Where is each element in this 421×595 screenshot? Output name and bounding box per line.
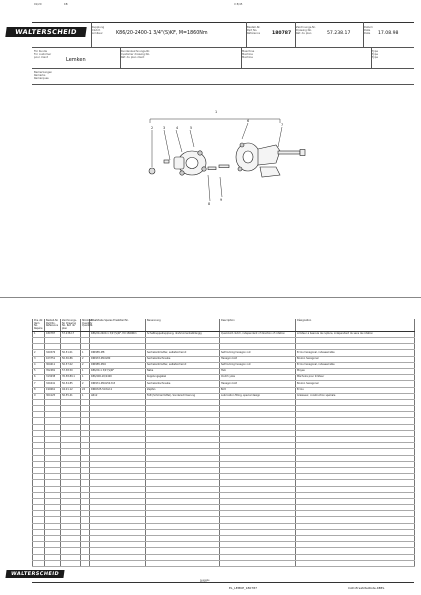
table-cell: 313638: [45, 375, 61, 381]
part-no-label-fr: Référence: [247, 32, 261, 35]
table-cell: 190661: [45, 387, 61, 393]
brand-logo: WALTERSCHEID: [5, 27, 86, 37]
table-cell: 50.51.01: [61, 350, 81, 356]
part-number: 180787: [272, 31, 292, 36]
header-divider: [120, 47, 121, 68]
remarks-label-de: Bemerkungen: [34, 71, 53, 74]
callout-3: 3: [163, 126, 166, 130]
col-header-drawing-no: Zeichnungs-Nr. Drawing No. Réf. du plan: [61, 319, 81, 331]
table-header-row: [33, 319, 415, 331]
table-cell: 324576: [45, 350, 61, 356]
table-cell: 8: [33, 387, 45, 393]
table-cell: Sechskantmutter, selbstsichernd: [146, 362, 220, 368]
table-cell: AR12: [90, 393, 146, 399]
part-no-label-de: Bestell-Nr.: [247, 26, 261, 29]
col-header-part-no: Bestell-Nr. Part No. Référence: [45, 319, 61, 331]
callout-5: 5: [190, 126, 193, 130]
callout-leader: [208, 175, 210, 201]
product-label-en: Clutch: [92, 29, 101, 32]
customer-drawing-label-de: Kundenzeichnungs-Nr.: [121, 50, 150, 53]
table-cell: 103751: [45, 356, 61, 362]
table-cell: 57.238.17: [61, 331, 81, 337]
customer-label-de: Für Kunde: [34, 50, 47, 53]
table-cell: 1: [81, 375, 90, 381]
type-label-fr: Type: [372, 56, 378, 59]
machine-label-en: Machine: [242, 53, 253, 56]
table-cell: DIN931-M16x50-8.8: [90, 381, 146, 387]
table-cell: DIN985-M8: [90, 350, 146, 356]
callout-9: 9: [220, 198, 223, 202]
header-mid-rule: [32, 47, 414, 48]
table-cell: 50.57.02: [61, 362, 81, 368]
callout-leader: [190, 130, 194, 147]
table-cell: 320441: [45, 381, 61, 387]
header-divider: [295, 22, 296, 47]
customer-labels: [34, 50, 51, 59]
remarks-labels: [34, 71, 52, 80]
table-cell: Ecrou hexagonal, indesserrable: [296, 350, 415, 356]
machine-label-de: Maschine: [242, 50, 255, 53]
table-cell: Kupplungsgabel: [146, 375, 220, 381]
table-cell: 35.58.89.1: [61, 375, 81, 381]
footer-file-id: EL_LEMKE_180787: [229, 586, 258, 590]
table-cell: Limiteur à bascule de rupture, indépendant du sens de rotation: [296, 331, 415, 337]
table-cell: 1: [81, 368, 90, 374]
customer-label-fr: pour client: [34, 56, 48, 59]
table-cell: Fett (Schmiermittel), Sonderschmierung: [146, 393, 220, 399]
drawing-no-label-fr: Réf. du plan: [296, 32, 312, 35]
header-bottom-rule: [32, 68, 414, 69]
date-labels: [364, 26, 373, 35]
type-labels: [372, 50, 378, 59]
table-cell: 1: [33, 331, 45, 337]
product-label-de: Kupplung: [92, 26, 105, 29]
callout-8: 8: [208, 202, 211, 206]
table-cell: 2: [33, 350, 45, 356]
table-cell: Sechskantmutter, selbstsichernd: [146, 350, 220, 356]
product-labels: [92, 26, 104, 35]
header-foot-rule: [32, 84, 414, 85]
table-cell: 2: [81, 381, 90, 387]
table-cell: Lubrication filling, special design: [220, 393, 296, 399]
col-header-qty: Stückzahl Quantity Quantité: [81, 319, 90, 331]
remarks-label-fr: Remarques: [34, 77, 49, 80]
table-cell: [33, 560, 45, 566]
table-cell: [45, 560, 61, 566]
date-label-fr: Date: [364, 32, 371, 35]
customer-label-en: For customer: [34, 53, 52, 56]
table-row: [33, 560, 415, 566]
table-cell: Schaltkuppelkupplung, drehmomentabhängig: [146, 331, 220, 337]
table-cell: Self-locking hexagon nut: [220, 350, 296, 356]
table-cell: Clutch yoke: [220, 375, 296, 381]
table-cell: 2: [81, 356, 90, 362]
customer-drawing-labels: [121, 50, 150, 59]
table-cell: 304125: [45, 393, 61, 399]
part-no-label-en: Part No.: [247, 29, 258, 32]
hub-part: [174, 151, 206, 175]
table-cell: Sechskantschraube: [146, 381, 220, 387]
machine-labels: [242, 50, 254, 59]
top-mark-left: 01/20: [34, 3, 42, 6]
table-cell: 7: [33, 381, 45, 387]
part-no-labels: [247, 26, 260, 35]
header-divider: [363, 22, 364, 47]
table-cell: 4: [33, 362, 45, 368]
table-cell: DIN985-M16: [90, 362, 146, 368]
parts-list-body: [33, 331, 415, 566]
table-cell: Bolt: [220, 387, 296, 393]
callout-leader: [176, 130, 182, 152]
callout-7: 7: [281, 123, 284, 127]
callout-leader: [242, 123, 248, 139]
table-cell: [90, 560, 146, 566]
table-cell: 50.55.41: [61, 393, 81, 399]
callout-2: 2: [151, 126, 154, 130]
table-cell: Ecrou: [296, 387, 415, 393]
date-label-en: Date: [364, 29, 371, 32]
date-label-de: Datum: [364, 26, 373, 29]
drawing-number: 57.238.17: [327, 31, 351, 36]
table-cell: 04.01.12: [61, 387, 81, 393]
header-divider: [371, 47, 372, 68]
drawing-no-label-de: Zeichnungs-Nr.: [296, 26, 316, 29]
callout-6: 6: [247, 119, 250, 123]
table-cell: Boulon hexagonal: [296, 356, 415, 362]
table-cell: K86/20-2400-1 3/4"(S)KF, M=1860Nm: [90, 331, 146, 337]
table-cell: Self-locking hexagon nut: [220, 362, 296, 368]
top-mark-mid: KB: [64, 3, 68, 6]
table-cell: 50.54.85: [61, 381, 81, 387]
customer-name: Lemken: [66, 57, 86, 63]
product-name: K86/20-2400-1 3/4"(S)KF, M=1860Nm: [116, 31, 208, 36]
table-cell: 6: [33, 375, 45, 381]
page-fold-line: [0, 297, 421, 298]
drawing-no-labels: [296, 26, 316, 35]
table-cell: Moyeu: [296, 368, 415, 374]
table-cell: [296, 560, 415, 566]
footer-doc-type: CAD-Ersatzteilliste-KBEL: [348, 586, 385, 590]
table-cell: 5: [33, 368, 45, 374]
table-cell: 1: [81, 393, 90, 399]
table-cell: DIN6325-5m6x11: [90, 387, 146, 393]
table-cell: 180787: [45, 331, 61, 337]
table-cell: Zapfen: [146, 387, 220, 393]
table-cell: K86/20-1 3/4"(S)KF: [90, 368, 146, 374]
table-cell: Sechskantschraube: [146, 356, 220, 362]
callout-leader: [278, 127, 282, 147]
machine-label-fr: Machine: [242, 56, 253, 59]
col-header-benennung: Benennung: [146, 319, 220, 331]
table-cell: 3: [33, 356, 45, 362]
table-cell: [61, 560, 81, 566]
nut-part: [149, 168, 155, 174]
bolt-part: [278, 150, 305, 156]
yoke-part: [236, 143, 280, 177]
callout-leader: [164, 130, 170, 160]
table-cell: 2: [81, 362, 90, 368]
table-cell: Mâchoire pour limiteur: [296, 375, 415, 381]
footer-stamp: [200, 580, 210, 585]
table-cell: [220, 560, 296, 566]
table-cell: Hexagon bolt: [220, 381, 296, 387]
table-cell: 9: [33, 393, 45, 399]
header-top-rule: [32, 22, 414, 23]
col-header-description: Description: [220, 319, 296, 331]
type-label-de: Type: [372, 50, 378, 53]
table-cell: Hub: [220, 368, 296, 374]
customer-drawing-label-en: Customer drawing No.: [121, 53, 150, 56]
callout-leader: [220, 177, 222, 197]
footer-stamp-line: Ausgabe: [200, 579, 210, 582]
footer-brand-logo: WALTERSCHEID: [5, 570, 64, 578]
table-cell: Graisseur, construction spéciale: [296, 393, 415, 399]
remarks-label-en: Remarks: [34, 74, 46, 77]
table-cell: Quad-bolt clutch, independent of direction of rotation: [220, 331, 296, 337]
customer-drawing-label-fr: Réf. du plan client: [121, 56, 145, 59]
callout-4: 4: [176, 126, 179, 130]
col-header-spares: Ersatzteile Spares Ersatzteil Nr.: [90, 319, 146, 331]
table-cell: 304611: [45, 362, 61, 368]
top-mark-right: X 8/45: [234, 3, 243, 6]
parts-list-table: [32, 319, 415, 567]
table-cell: [81, 560, 90, 566]
callout-1: 1: [215, 110, 218, 114]
table-cell: Hexagon bolt: [220, 356, 296, 362]
table-cell: 352481: [45, 368, 61, 374]
exploded-view-drawing: [130, 105, 330, 215]
drawing-no-label-en: Drawing No.: [296, 29, 312, 32]
table-cell: K86/400-20/2400: [90, 375, 146, 381]
header-divider: [91, 22, 92, 47]
col-header-pos: Pos.-Nr. Item No. Repère: [34, 319, 43, 331]
table-cell: 24: [81, 387, 90, 393]
table-cell: Boulon hexagonal: [296, 381, 415, 387]
col-header-designation: Désignation: [296, 319, 415, 331]
product-label-fr: Limiteur: [92, 32, 103, 35]
footer-stamp-line: Stand: [200, 581, 207, 585]
table-cell: DIN933-M10x80: [90, 356, 146, 362]
table-cell: 1: [81, 350, 90, 356]
table-cell: 50.36.86: [61, 356, 81, 362]
header-divider: [246, 22, 247, 47]
table-cell: 57.38.50: [61, 368, 81, 374]
table-cell: Nabe: [146, 368, 220, 374]
table-cell: [146, 560, 220, 566]
header-divider: [241, 47, 242, 68]
table-cell: Ecrou hexagonal, indesserrable: [296, 362, 415, 368]
date-value: 17.08.98: [378, 31, 399, 36]
type-label-en: Type: [372, 53, 378, 56]
